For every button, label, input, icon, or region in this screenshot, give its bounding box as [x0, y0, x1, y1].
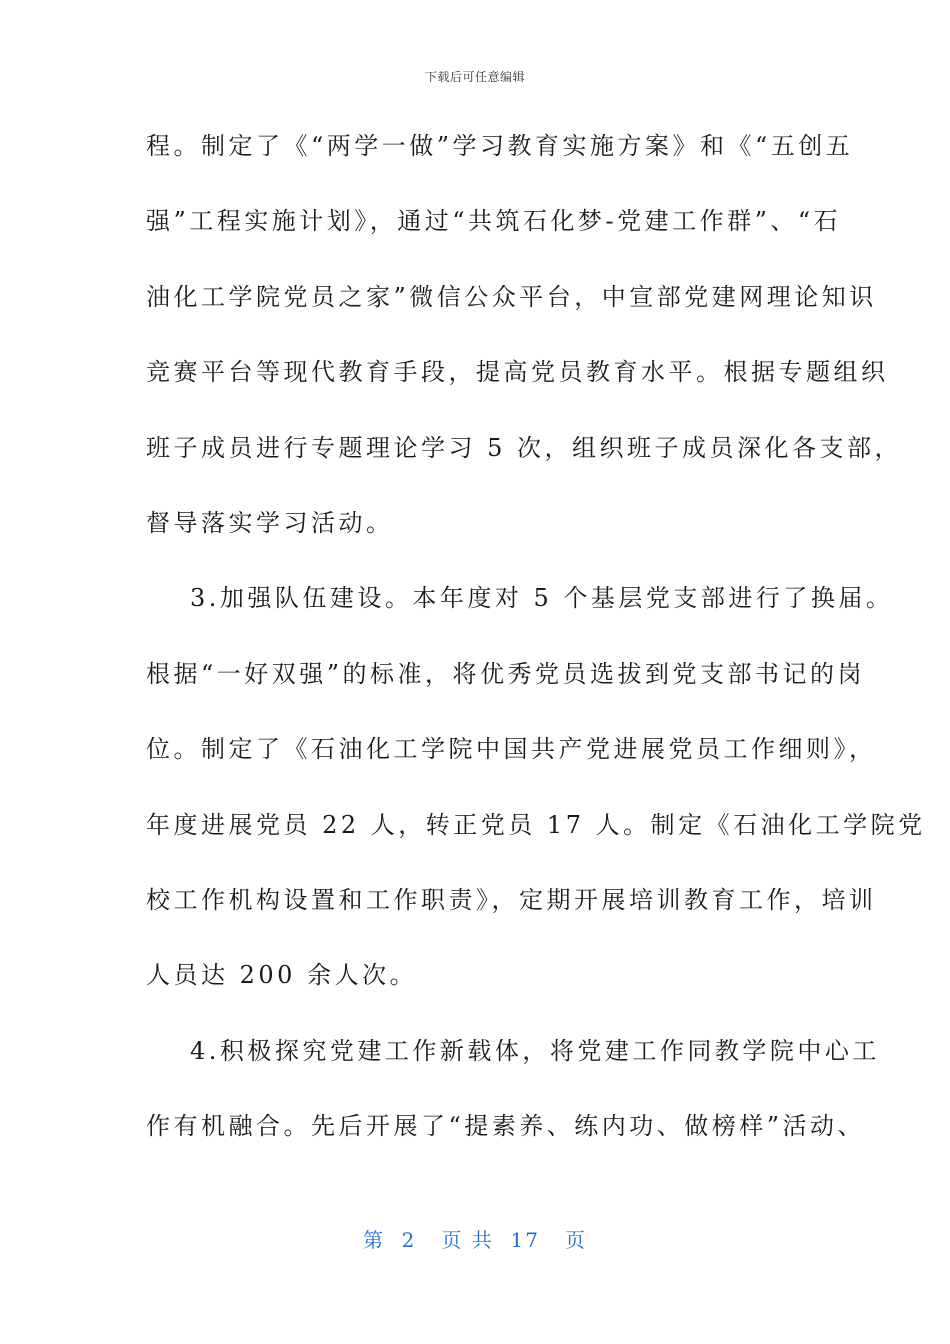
text-line: 竞赛平台等现代教育手段，提高党员教育水平。根据专题组织 [146, 358, 889, 387]
text-line: 督导落实学习活动。 [146, 508, 394, 537]
text-line: 程。制定了《“两学一做”学习教育实施方案》和《“五创五 [146, 132, 854, 160]
text-line: 位。制定了《石油化工学院中国共产党进展党员工作细则》， [146, 735, 877, 764]
text-line: 班子成员进行专题理论学习 5 次，组织班子成员深化各支部， [146, 433, 903, 462]
header-note: 下载后可任意编辑 [424, 70, 525, 84]
text-line: 油化工学院党员之家”微信公众平台，中宣部党建网理论知识 [146, 282, 877, 311]
text-line: 人员达 200 余人次。 [146, 961, 418, 990]
paragraph-start-line: 4.积极探究党建工作新载体，将党建工作同教学院中心工 [190, 1036, 880, 1065]
text-line: 强”工程实施计划》，通过“共筑石化梦-党建工作群”、“石 [146, 207, 842, 236]
document-body [146, 120, 926, 1175]
page-number: 第 2 页 共 17 页 [362, 1228, 588, 1252]
text-line: 根据“一好双强”的标准，将优秀党员选拔到党支部书记的岗 [146, 659, 866, 688]
text-line: 作有机融合。先后开展了“提素养、练内功、做榜样”活动、 [146, 1112, 866, 1141]
text-line: 年度进展党员 22 人，转正党员 17 人。制定《石油化工学院党 [146, 810, 926, 839]
paragraph-start-line: 3.加强队伍建设。本年度对 5 个基层党支部进行了换届。 [190, 584, 894, 613]
text-line: 校工作机构设置和工作职责》，定期开展培训教育工作，培训 [146, 885, 877, 914]
